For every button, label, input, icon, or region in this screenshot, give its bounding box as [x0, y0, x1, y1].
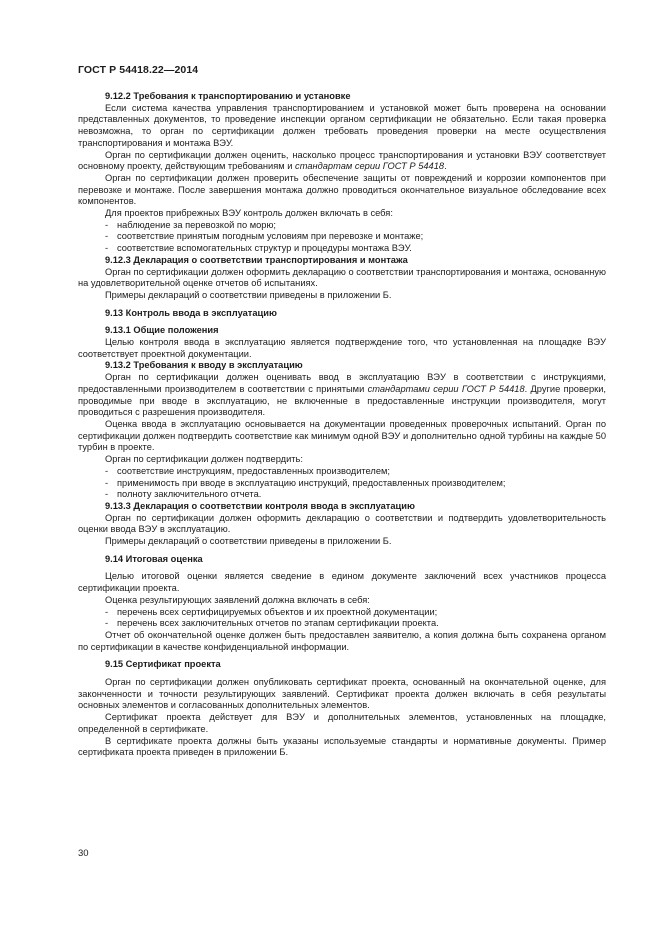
list-dash: -: [105, 606, 109, 617]
list-dash: -: [105, 219, 109, 230]
list-item: [78, 243, 606, 255]
list-item: [78, 607, 606, 619]
paragraph-text: Если система качества управления транспортированием и установкой может быть проверена на основании представленных документов, то проведение инспекции органом сертификации не обязательно. Если такая проверка невозможна, то орган по сертификации должен требовать проведения проверки на месте осуществления транспортирования и монтажа ВЭУ.: [78, 102, 606, 148]
paragraph-text: Оценка ввода в эксплуатацию основывается на документации проведенных проверочных испытаний. Орган по сертификации должен подтвердить соответствие как минимум одной ВЭУ и дополнительно одной турбины на каждые 50 турбин в проекте.: [78, 418, 606, 453]
list-item-text: применимость при вводе в эксплуатацию инструкций, предоставленных производителем;: [117, 477, 506, 488]
paragraph: [78, 337, 606, 360]
standard-reference: стандартам серии ГОСТ Р 54418: [295, 161, 445, 172]
section-heading: [78, 255, 606, 267]
paragraph: [78, 290, 606, 302]
list-dash: -: [105, 489, 109, 500]
paragraph: [78, 173, 606, 208]
section-heading-text: 9.13.2 Требования к вводу в эксплуатацию: [105, 360, 303, 371]
paragraph: [78, 103, 606, 150]
list-item-text: перечень всех сертифицируемых объектов и их проектной документации;: [117, 606, 438, 617]
paragraph: [78, 150, 606, 173]
paragraph-text: Для проектов прибрежных ВЭУ контроль должен включать в себя:: [105, 208, 393, 219]
section-heading: [78, 554, 606, 566]
paragraph: [78, 536, 606, 548]
standard-reference: стандартами серии ГОСТ Р 54418: [367, 383, 525, 394]
paragraph: [78, 677, 606, 712]
paragraph-text: Орган по сертификации должен оформить декларацию о соответствии транспортирования и монтажа, основанную на удовлетворительной оценке отчетов об испытаниях.: [78, 266, 606, 289]
paragraph-text: Орган по сертификации должен оценивать ввод в эксплуатацию ВЭУ в соответствии с инструкциями, предоставленными производителем в соответствии с принятыми: [78, 372, 606, 394]
section-heading-text: 9.12.2 Требования к транспортированию и установке: [105, 91, 351, 101]
list-item-text: соответствие вспомогательных структур и процедуры монтажа ВЭУ.: [117, 243, 412, 254]
paragraph: [78, 419, 606, 454]
standard-header: ГОСТ Р 54418.22—2014: [78, 64, 199, 76]
paragraph: [78, 267, 606, 290]
paragraph-text-continued: . Другие проверки, проводимые при вводе в эксплуатацию, не включенные в предоставленные инструкции производителя, могут проводиться с разрешения производителя.: [78, 383, 606, 418]
paragraph: [78, 454, 606, 466]
paragraph-text-continued: .: [444, 161, 447, 172]
paragraph-text: Орган по сертификации должен оформить декларацию о соответствии и подтвердить удовлетворительность оценки ввода ВЭУ в эксплуатацию.: [78, 512, 606, 535]
paragraph: [78, 595, 606, 607]
section-heading-text: 9.14 Итоговая оценка: [105, 553, 203, 564]
list-item-text: наблюдение за перевозкой по морю;: [117, 219, 277, 230]
paragraph-text: Отчет об окончательной оценке должен быть предоставлен заявителю, а копия должна быть сохранена органом по сертификации в качестве конфиденциальной информации.: [78, 629, 606, 652]
list-dash: -: [105, 465, 109, 476]
list-item: [78, 618, 606, 630]
paragraph-text: Сертификат проекта действует для ВЭУ и дополнительных элементов, установленных на площадке, определенной в сертификате.: [78, 712, 606, 734]
list-item: [78, 489, 606, 501]
section-heading: [78, 308, 606, 320]
section-heading: [78, 325, 606, 337]
paragraph-text: Целью контроля ввода в эксплуатацию является подтверждение того, что установленная на площадке ВЭУ соответствует проектной документации.: [78, 337, 606, 359]
paragraph: [78, 630, 606, 653]
list-item-text: перечень всех заключительных отчетов по этапам сертификации проекта.: [117, 618, 439, 629]
list-item: [78, 220, 606, 232]
paragraph: [78, 712, 606, 735]
section-heading-text: 9.13 Контроль ввода в эксплуатацию: [105, 307, 277, 318]
paragraph: [78, 513, 606, 536]
list-item-text: полноту заключительного отчета.: [117, 489, 262, 500]
list-item: [78, 231, 606, 243]
paragraph-text: Орган по сертификации должен проверить обеспечение защиты от повреждений и коррозии компонентов при перевозке и монтаже. После завершения монтажа должно проводиться окончательное визуальное обследование всех компонентов.: [78, 172, 606, 207]
page-number: 30: [78, 848, 89, 859]
list-dash: -: [105, 477, 109, 488]
paragraph-text: Целью итоговой оценки является сведение в едином документе заключений всех участников процесса сертификации проекта.: [78, 571, 606, 594]
paragraph: [78, 208, 606, 220]
section-heading-text: 9.13.3 Декларация о соответствии контроля ввода в эксплуатацию: [105, 500, 415, 511]
list-dash: -: [105, 243, 109, 254]
paragraph-text: Примеры деклараций о соответствии приведены в приложении Б.: [105, 536, 392, 547]
paragraph: [78, 571, 606, 594]
section-heading-text: 9.15 Сертификат проекта: [105, 659, 221, 670]
paragraph-text: Орган по сертификации должен подтвердить:: [105, 454, 303, 465]
paragraph: [78, 736, 606, 759]
section-heading: [78, 360, 606, 372]
list-item-text: соответствие инструкциям, предоставленных производителем;: [117, 465, 390, 476]
paragraph-text: Оценка результирующих заявлений должна включать в себя:: [105, 594, 370, 605]
section-heading-text: 9.12.3 Декларация о соответствии транспортирования и монтажа: [105, 254, 408, 265]
document-body: [78, 91, 606, 759]
list-item: [78, 466, 606, 478]
paragraph-text: Орган по сертификации должен опубликовать сертификат проекта, основанный на окончательной оценке, для законченности и точности результирующих заявлений. Сертификат проекта должен включать в себя результаты основных элементов и согласованных дополнительных элементов.: [78, 677, 606, 711]
section-heading: [78, 91, 606, 103]
list-item-text: соответствие принятым погодным условиям при перевозке и монтаже;: [117, 231, 424, 242]
section-heading: [78, 659, 606, 671]
list-item: [78, 478, 606, 490]
list-dash: -: [105, 618, 109, 629]
section-heading-text: 9.13.1 Общие положения: [105, 325, 219, 336]
paragraph-text: Примеры деклараций о соответствии приведены в приложении Б.: [105, 289, 392, 300]
paragraph-text: Орган по сертификации должен оценить, насколько процесс транспортирования и установки ВЭУ соответствует основному проекту, действующим требованиям и: [78, 149, 606, 172]
list-dash: -: [105, 231, 109, 242]
paragraph-text: В сертификате проекта должны быть указаны используемые стандарты и нормативные документы. Пример сертификата проекта приведен в приложении Б.: [78, 735, 606, 758]
section-heading: [78, 501, 606, 513]
paragraph: [78, 372, 606, 419]
